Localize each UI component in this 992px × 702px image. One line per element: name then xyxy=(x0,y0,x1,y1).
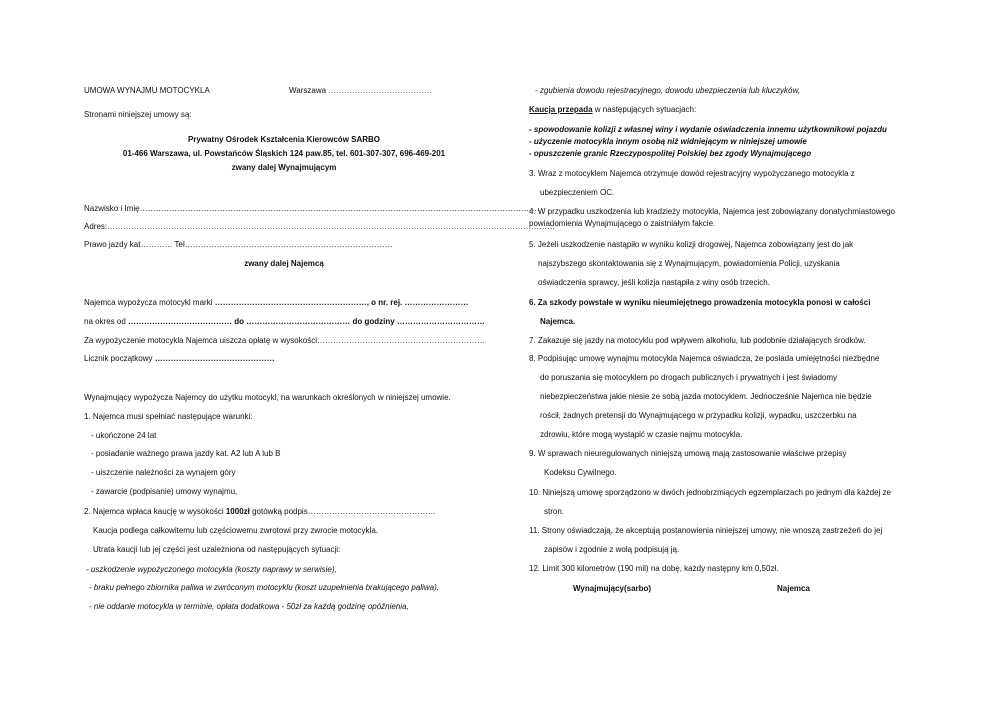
clause-8-cont: do poruszania się motocyklem po drogach publicznych i prywatnych i jest świadomy xyxy=(540,373,838,382)
rental-period-label: na okres od xyxy=(84,317,129,326)
clause-10: 10. Niniejszą umowę sporządzono w dwóch jednobrzmiących egzemplarzach po jednym dla każdej ze xyxy=(529,488,891,497)
clause-1-heading: 1. Najemca musi spełniać następujące warunki: xyxy=(84,412,253,421)
deposit-loss-item: - uszkodzenie wypożyczonego motocykla (koszty naprawy w serwisie), xyxy=(86,565,337,574)
clause-3-cont: ubezpieczeniem OC. xyxy=(540,188,615,197)
clause-8-cont: niebezpieczeństwa jakie niesie ze sobą jazda motocyklem. Jednocześnie Najemca nie będzie xyxy=(540,392,872,401)
rental-period-blanks: ………………………………… do ………………………………… do godziny …………………………… xyxy=(128,317,485,326)
clause-11-cont: zapisów i zgodnie z wolą podpisują ją. xyxy=(544,545,680,554)
clause-5-cont: najszybszego skontaktowania się z Wynajmującym, powiadomienia Policji, uzyskania xyxy=(538,259,840,268)
clause-3: 3. Wraz z motocyklem Najemca otrzymuje dowód rejestracyjny wypożyczanego motocykla z xyxy=(529,169,855,178)
motorcycle-make-blanks: …………………………………………………, o nr. rej. …………………… xyxy=(214,298,469,307)
parties-intro: Stronami niniejszej umowy są: xyxy=(84,110,192,119)
clause-5: 5. Jeżeli uszkodzenie nastąpiło w wyniku kolizji drogowej, Najemca zobowiązany jest do jak xyxy=(529,240,854,249)
motorcycle-make-label: Najemca wypożycza motocykl marki xyxy=(84,298,215,307)
name-field: Nazwisko i Imię…………………………………………………………………………………………………………………………………… xyxy=(84,204,540,213)
place-date-field: Warszawa ………………………………… xyxy=(289,86,433,95)
address-field: Adres:…………………………………………………………………………………………………………………………………………………… xyxy=(84,222,556,231)
clause-4: 4. W przypadku uszkodzenia lub kradzieży motocykla, Najemca jest zobowiązany donatychmiastowego xyxy=(529,207,895,216)
forfeit-label-rest: w następujących sytuacjach: xyxy=(592,105,697,114)
deposit-loss-item: - zgubienia dowodu rejestracyjnego, dowodu ubezpieczenia lub kluczyków, xyxy=(535,86,801,95)
deposit-signature-blank: gotówką podpis………………………………………… xyxy=(249,507,436,516)
motorcycle-make-field xyxy=(84,299,469,307)
clause-4-cont: powiadomienia Wynajmującego o zaistniałym fakcie. xyxy=(529,219,716,228)
clause-2-deposit xyxy=(84,508,436,516)
deposit-loss-text: Utrata kaucji lub jej części jest uzależniona od następujących sytuacji: xyxy=(93,545,341,554)
clause-8-cont: zdrowiu, które mogą wystąpić w czasie najmu motocykla. xyxy=(540,430,743,439)
odometer-label: Licznik początkowy xyxy=(84,354,155,363)
deposit-loss-item: - braku pełnego zbiornika paliwa w zwróconym motocyklu (koszt uzupełnienia brakującego paliwa), xyxy=(89,583,439,592)
contract-title: UMOWA WYNAJMU MOTOCYKLA xyxy=(84,86,210,95)
clause-10-cont: stron. xyxy=(544,507,565,516)
clause-1-item: - zawarcie (podpisanie) umowy wynajmu, xyxy=(91,487,238,496)
rental-period-field xyxy=(84,318,485,326)
deposit-label: 2. Najemca wpłaca kaucję w wysokości xyxy=(84,507,226,516)
forfeit-item: - spowodowanie kolizji z własnej winy i wydanie oświadczenia innemu użytkownikowi pojazdu xyxy=(529,125,887,134)
deposit-loss-item: - nie oddanie motocykla w terminie, opłata dodatkowa - 50zł za każdą godzinę opóźnienia, xyxy=(89,602,409,611)
clause-9-cont: Kodeksu Cywilnego. xyxy=(544,468,617,477)
clause-9: 9. W sprawach nieuregulowanych niniejszą umową mają zastosowanie właściwe przepisy xyxy=(529,449,847,458)
company-address: 01-466 Warszawa, ul. Powstańców Śląskich 124 paw.85, tel. 601-307-307, 696-469-201 xyxy=(122,149,446,158)
forfeit-label: Kaucja przepada xyxy=(529,105,593,114)
deposit-amount: 1000zł xyxy=(225,507,250,516)
clause-1-item: - ukończone 24 lat xyxy=(91,431,157,440)
clause-11: 11. Strony oświadczają, że akceptują postanowienia niniejszej umowy, nie wnoszą zastrzeżeń do jej xyxy=(529,526,883,535)
clause-1-item: - uiszczenie należności za wynajem góry xyxy=(91,468,236,477)
forfeit-heading xyxy=(529,106,696,114)
contract-intro: Wynajmujący wypożycza Najemcy do użytku motocykl, na warunkach określonych w niniejszej umowie. xyxy=(84,393,451,402)
company-name: Prywatny Ośrodek Kształcenia Kierowców SARBO xyxy=(187,135,381,144)
lessor-signature-label: Wynajmujący(sarbo) xyxy=(573,584,652,593)
odometer-blanks: ……………………………………… xyxy=(154,354,275,363)
clause-12: 12. Limit 300 kilometrów (190 mil) na dobę, każdy następny km 0,50zł. xyxy=(529,564,779,573)
odometer-field xyxy=(84,355,275,363)
clause-7: 7. Zakazuje się jazdy na motocyklu pod wpływem alkoholu, lub podobnie działających środków. xyxy=(529,336,866,345)
clause-6-cont: Najemca. xyxy=(540,317,576,326)
license-phone-field: Prawo jazdy kat………… Tel…………………………………………………………………… xyxy=(84,240,393,249)
lessee-label: zwany dalej Najemcą xyxy=(244,259,324,268)
clause-6: 6. Za szkody powstałe w wyniku nieumiejętnego prowadzenia motocykla ponosi w całości xyxy=(529,298,871,307)
clause-8: 8. Podpisując umowę wynajmu motocykla Najemca oświadcza, że posiada umiejętności niezbędne xyxy=(529,354,880,363)
clause-8-cont: rościł, żadnych pretensji do Wynajmującego w przypadku kolizji, wypadku, uszczerbku na xyxy=(540,411,857,420)
deposit-refund-text: Kaucja podlega całkowitemu lub częściowemu zwrotowi przy zwrocie motocykla. xyxy=(93,526,379,535)
forfeit-item: - użyczenie motocykla innym osobą niż widniejącym w niniejszej umowie xyxy=(529,137,807,146)
lessor-label: zwany dalej Wynajmującym xyxy=(231,163,337,172)
forfeit-item: - opuszczenie granic Rzeczypospolitej Polskiej bez zgody Wynajmującego xyxy=(529,149,812,158)
clause-1-item: - posiadanie ważnego prawa jazdy kat. A2 lub A lub B xyxy=(91,449,281,458)
rental-fee-field: Za wypożyczenie motocykla Najemca uiszcza opłatę w wysokości……………………………………………………… xyxy=(84,336,485,345)
clause-5-cont: oświadczenia sprawcy, jeśli kolizja nastąpiła z winy osób trzecich. xyxy=(538,278,770,287)
lessee-signature-label: Najemca xyxy=(777,584,810,593)
